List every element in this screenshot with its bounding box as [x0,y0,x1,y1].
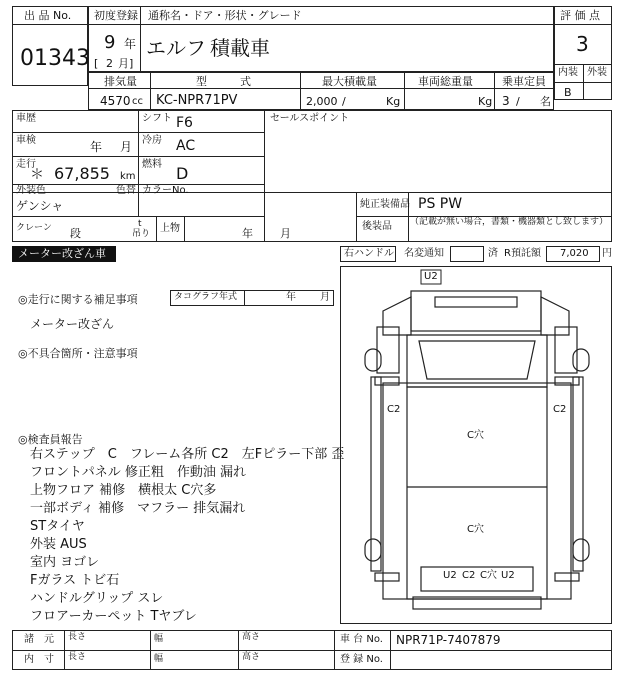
reg-year-unit: 年 [124,37,137,51]
rear-left-wheel [365,539,381,561]
driving-note: メーター改ざん [30,317,115,331]
report-line: フロントパネル 修正粗 作動油 漏れ [30,465,247,480]
lot-no-label: 出 品 No. [24,9,72,22]
right-rear-step [555,573,579,581]
body-year-unit: 年 [242,227,253,240]
report-line: STタイヤ [30,519,85,534]
truck-diagram [340,266,612,624]
inner-width-label: 幅 [154,654,164,664]
max-load-unit: Kg [386,95,401,108]
color-label: 外装色 [16,185,46,196]
right-hand-label: 右ハンドル [344,248,394,259]
displacement-unit: cc [132,96,143,107]
first-reg-label: 初度登録 [94,9,138,22]
history-label: 車歴 [16,113,36,124]
inner-height-label: 高さ [242,652,261,662]
tachograph-label: タコグラフ年式 [174,292,238,302]
recycle-unit: 円 [602,248,612,259]
score-value: 3 [576,32,589,56]
name-change-label: 名変通知 [404,248,444,259]
crane-ton: t [138,219,142,229]
mileage-label: 走行 [16,159,36,170]
mark-rear-u2-left: U2 [443,570,457,581]
capacity-value: 3 [502,94,510,108]
rear-bumper [421,567,533,591]
left-mirror [383,297,411,335]
reg-month-open: [ [94,57,99,70]
shift-label: シフト [142,113,172,124]
fuel-value: D [176,164,189,183]
left-step [375,377,399,385]
inspection-year-unit: 年 [90,140,103,154]
model-desc-label: 通称名・ドア・形状・グレード [148,9,302,22]
driving-remarks-title: ◎走行に関する補足事項 [18,293,138,306]
displacement-value: 4570 [100,94,131,108]
factory-options-label: 純正装備品 [360,199,410,210]
inner-size-label: 内 寸 [24,654,54,665]
reg-year: 9 [104,32,116,53]
reg-month: 2 [106,57,113,70]
color-value: ゲンシャ [16,199,64,213]
color-code-label: カラーNo. [142,185,189,196]
report-line: 右ステップ C フレーム各所 C2 左Fピラー下部 歪 [30,447,345,462]
report-line: 上物フロア 補修 横根太 C穴多 [30,483,217,498]
fuel-label: 燃料 [142,159,162,170]
right-step [555,377,579,385]
color-change-label: 色替 [116,185,136,196]
crane-label: クレーン [16,223,52,233]
name-change-box [450,246,484,262]
mark-rear-c-hole: C穴 [467,524,484,535]
aircon-label: 冷房 [142,135,162,146]
defects-title: ◎不具合箇所・注意事項 [18,347,138,360]
gross-weight-unit: Kg [478,95,493,108]
length-label: 長さ [68,632,87,642]
mileage-mark: ＊ [30,167,44,183]
report-line: 一部ボディ 補修 マフラー 排気漏れ [30,501,246,516]
gross-weight-label: 車両総重量 [418,75,473,88]
car-type: 積載車 [210,36,270,60]
shift-value: F6 [176,115,193,131]
recycle-label: R預託額 [504,248,541,259]
meter-tamper-text: メーター改ざん車 [18,247,106,260]
width-label: 幅 [154,634,164,644]
windshield [419,341,535,379]
max-load-sep: / [342,95,346,108]
lot-number: 01343 [20,46,90,71]
tachograph-month-unit: 月 [320,292,330,303]
mark-rear-c-hole-small: C穴 [480,570,497,581]
max-load-label: 最大積載量 [322,75,377,88]
cab-vent [435,297,517,307]
mileage-unit: km [120,171,136,182]
model-code: KC-NPR71PV [156,93,238,108]
rear-right-wheel [573,539,589,561]
mark-rear-c2: C2 [462,570,476,581]
score-label: 評 価 点 [560,9,600,22]
registration-label: 登 録 No. [340,654,383,665]
report-line: 外装 AUS [30,537,87,552]
max-load-value: 2,000 [306,95,338,108]
mileage-value: 67,855 [54,164,110,183]
body-label: 上物 [160,223,180,234]
displacement-label: 排気量 [104,75,137,88]
front-left-wheel [365,349,381,371]
height-label: 高さ [242,632,261,642]
factory-options: PS PW [418,196,463,212]
report-line: 室内 ヨゴレ [30,555,100,570]
aircon-value: AC [176,138,196,154]
recycle-value: 7,020 [560,248,589,259]
tachograph-year-unit: 年 [286,292,296,303]
mark-left-c2: C2 [387,404,401,415]
aftermarket-label: 後装品 [362,221,392,232]
mark-front-u2: U2 [424,271,438,282]
inner-length-label: 長さ [68,652,87,662]
capacity-unit: 名 [540,95,551,108]
sales-point-label: セールスポイント [270,113,350,124]
chassis-number: NPR71P-7407879 [396,633,501,647]
model-code-label: 型 式 [196,75,251,88]
crane-stage: 段 [70,227,81,240]
report-line: ハンドルグリップ スレ [30,591,164,606]
inspection-month-unit: 月 [120,140,133,154]
capacity-sep: / [516,95,520,108]
exterior-label: 外装 [587,67,607,78]
interior-label: 内装 [558,67,578,78]
front-right-wheel [573,349,589,371]
mark-right-c2: C2 [553,404,567,415]
crane-hang: 吊り [132,229,151,239]
recycle-prefix: 済 [488,248,498,259]
specs-label: 諸 元 [24,634,54,645]
chassis-label: 車 台 No. [340,634,383,645]
report-line: フロアーカーペット Tヤブレ [30,609,197,624]
car-name: エルフ [146,36,206,60]
mark-front-c-hole: C穴 [467,430,484,441]
inspection-label: 車検 [16,135,36,146]
report-line: Fガラス トビ石 [30,573,120,588]
inspector-title: ◎検査員報告 [18,433,83,446]
capacity-label: 乗車定員 [502,75,546,88]
mark-rear-u2-right: U2 [501,570,515,581]
body-month-unit: 月 [280,227,291,240]
reg-month-unit: 月] [118,57,134,70]
interior-grade: B [564,86,572,99]
left-rear-step [375,573,399,581]
meter-tamper-banner [12,246,116,262]
aftermarket-note: （記載が無い場合，書類・機器類とし致します） [410,217,609,227]
truck-diagram-drawing [341,267,613,625]
